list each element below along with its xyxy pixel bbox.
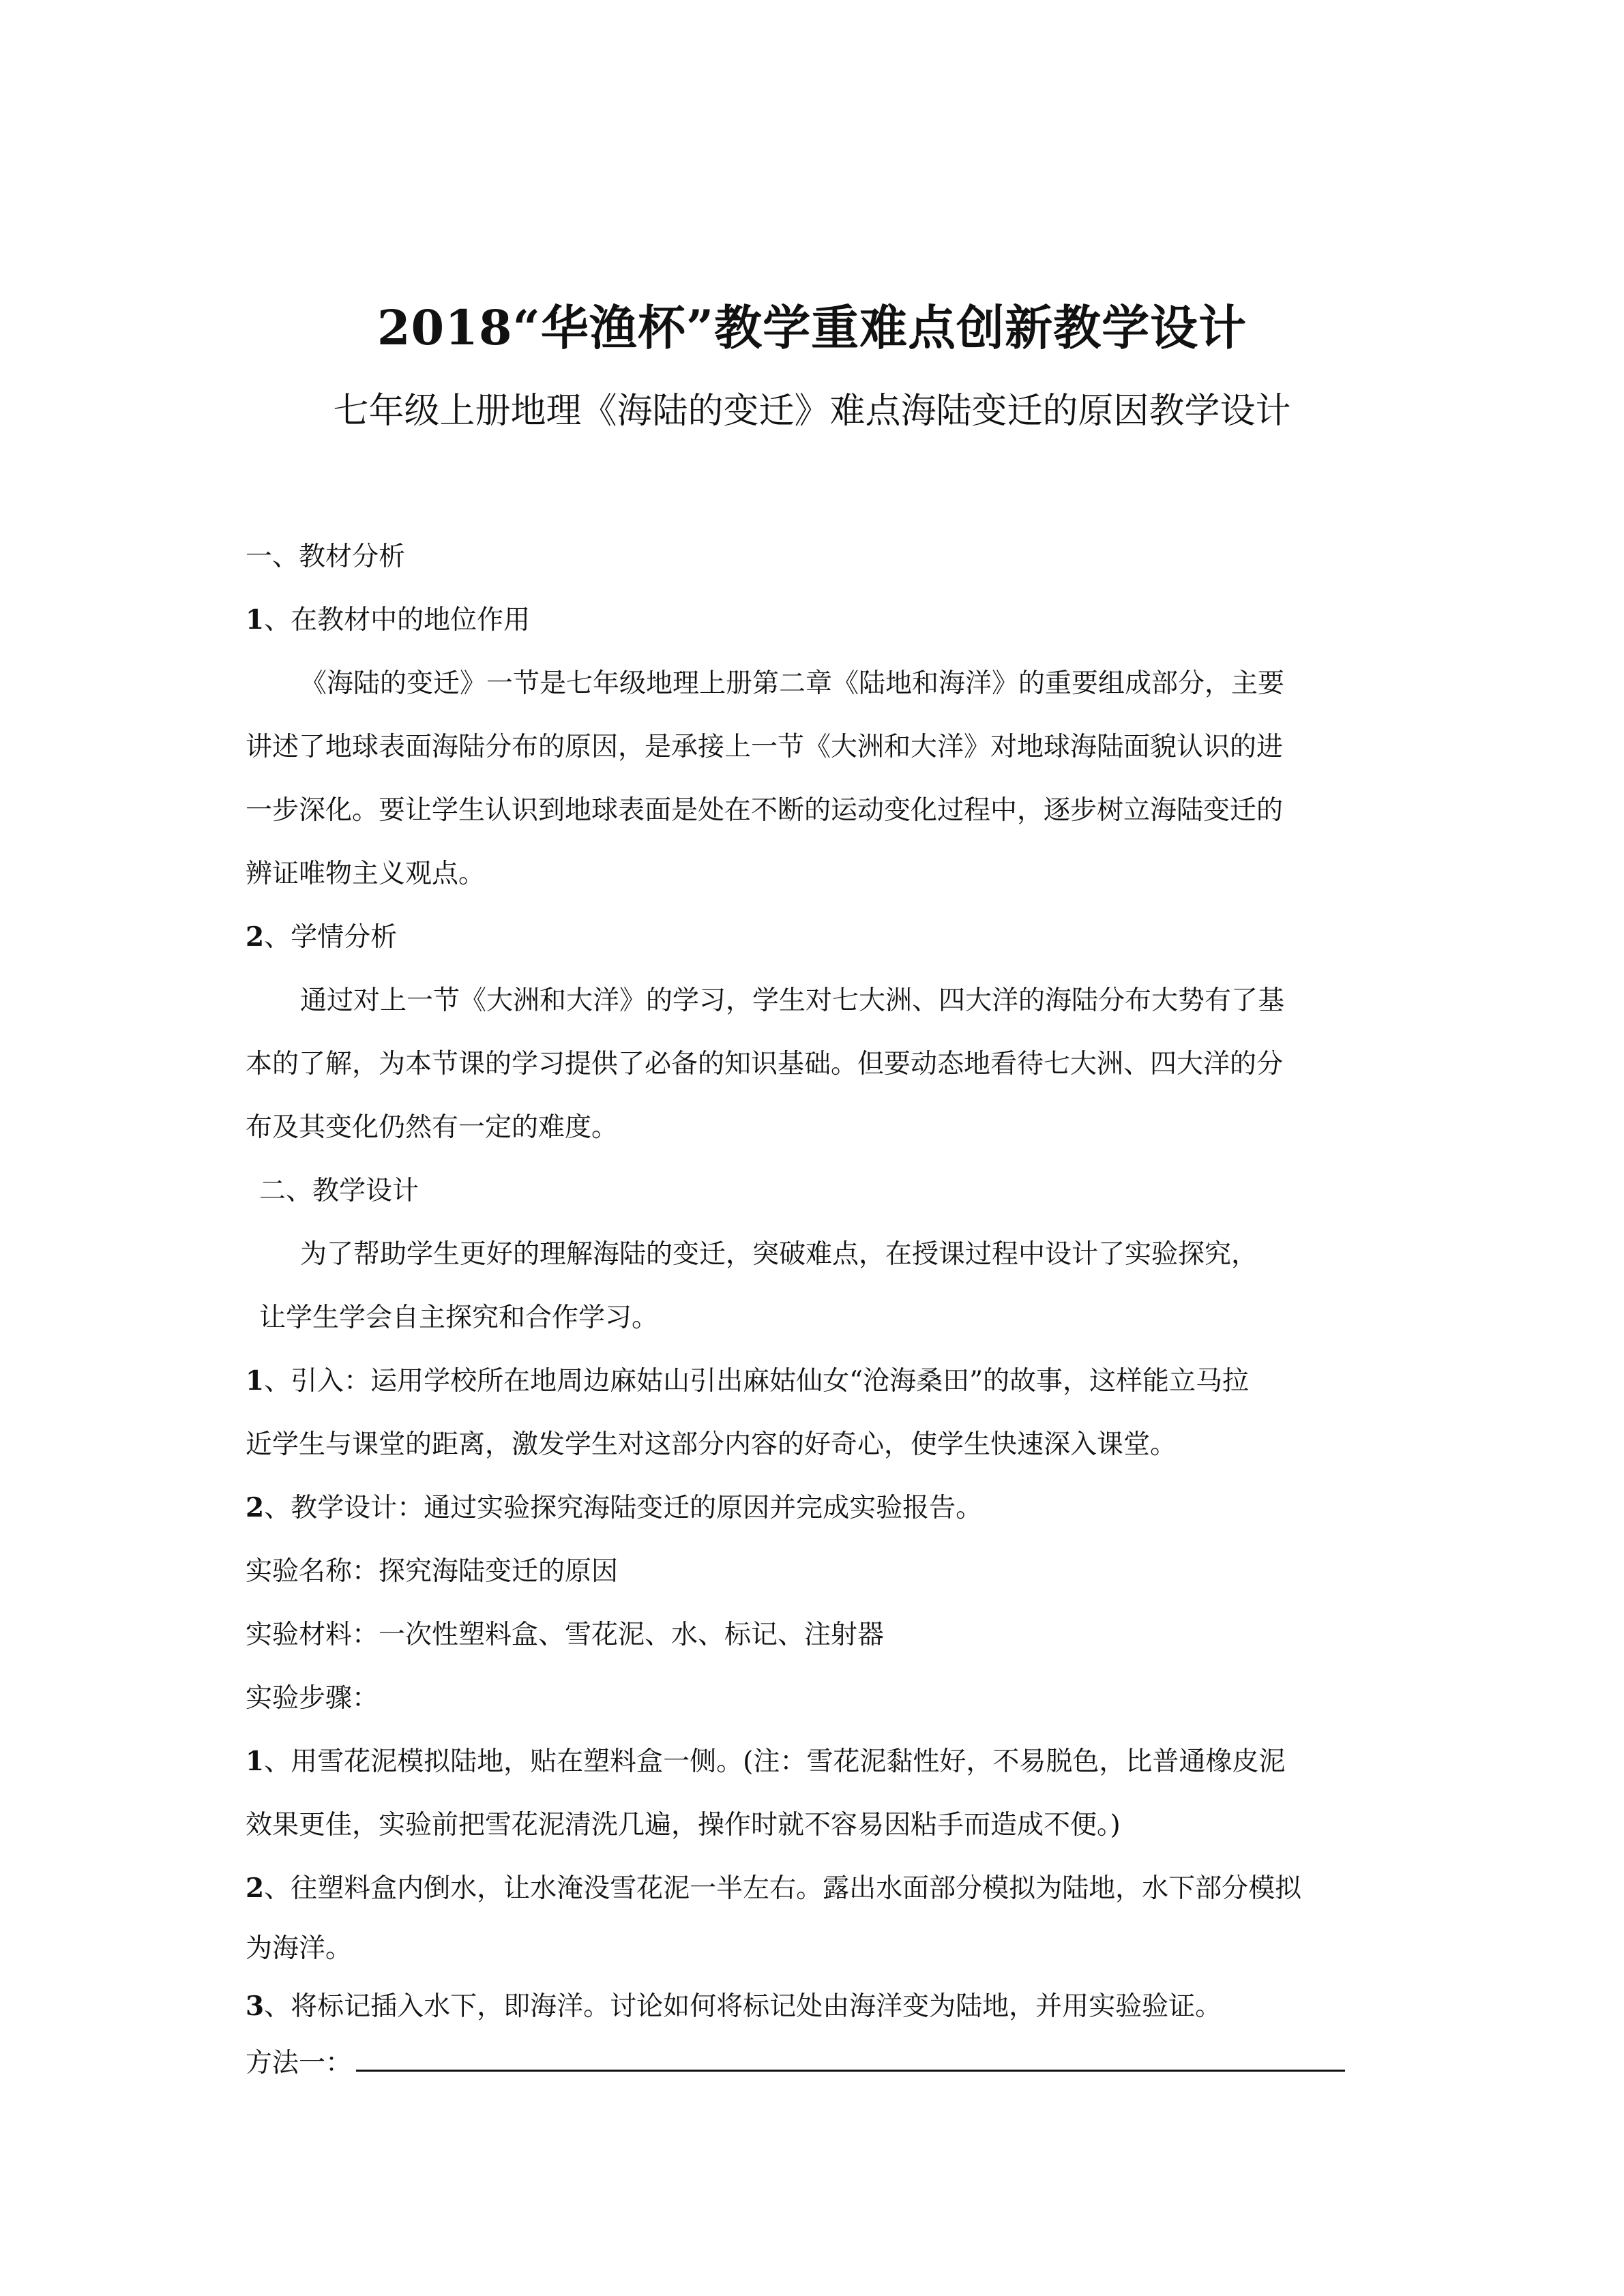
- item-text: 、学情分析: [264, 922, 398, 953]
- paragraph-line: 《海陆的变迁》一节是七年级地理上册第二章《陆地和海洋》的重要组成部分，主要: [300, 668, 1285, 699]
- step-1: [246, 1730, 1378, 1793]
- item-number: 1: [246, 604, 265, 636]
- item-text: 、在教材中的地位作用: [264, 605, 531, 636]
- item-text: 、教学设计：通过实验探究海陆变迁的原因并完成实验报告。: [264, 1493, 983, 1523]
- method-1-row: [246, 2035, 1378, 2092]
- paragraph-line: 本的了解，为本节课的学习提供了必备的知识基础。但要动态地看待七大洲、四大洋的分: [246, 1049, 1284, 1079]
- item-text: 、用雪花泥模拟陆地，贴在塑料盒一侧。(注：雪花泥黏性好，不易脱色，比普通橡皮泥: [264, 1746, 1286, 1777]
- list-item-analysis: [246, 906, 1378, 969]
- experiment-materials: 实验材料：一次性塑料盒、雪花泥、水、标记、注射器: [246, 1620, 885, 1650]
- paragraph-line: 让学生学会自主探究和合作学习。: [259, 1302, 659, 1333]
- item-number: 1: [246, 1746, 265, 1777]
- paragraph-line: 讲述了地球表面海陆分布的原因，是承接上一节《大洲和大洋》对地球海陆面貌认识的进: [246, 732, 1284, 762]
- list-item-position: [246, 588, 1378, 652]
- paragraph-line: 布及其变化仍然有一定的难度。: [246, 1112, 619, 1143]
- paragraph-line: 通过对上一节《大洲和大洋》的学习，学生对七大洲、四大洋的海陆分布大势有了基: [300, 985, 1285, 1016]
- item-text: 、将标记插入水下，即海洋。讨论如何将标记处由海洋变为陆地，并用实验验证。: [264, 1991, 1222, 2022]
- paragraph-line: 为海洋。: [246, 1933, 353, 1964]
- paragraph-line: 效果更佳，实验前把雪花泥清洗几遍，操作时就不容易因粘手而造成不便。): [246, 1810, 1121, 1840]
- item-number: 3: [246, 1991, 265, 2022]
- item-number: 2: [246, 921, 265, 953]
- paragraph-line: 辨证唯物主义观点。: [246, 859, 486, 889]
- item-text: 、往塑料盒内倒水，让水淹没雪花泥一半左右。露出水面部分模拟为陆地，水下部分模拟: [264, 1873, 1302, 1904]
- step-2: [246, 1857, 1378, 1920]
- document-title: 2018“华渔杯”教学重难点创新教学设计: [377, 299, 1247, 356]
- document-body: [246, 525, 1378, 2092]
- paragraph-line: 近学生与课堂的距离，激发学生对这部分内容的好奇心，使学生快速深入课堂。: [246, 1429, 1177, 1460]
- item-number: 1: [246, 1365, 265, 1397]
- method-1-blank-line[interactable]: [356, 2042, 1345, 2072]
- section-heading-1: 一、教材分析: [246, 541, 406, 572]
- experiment-steps-label: 实验步骤：: [246, 1683, 379, 1714]
- method-1-label: 方法一：: [246, 2048, 353, 2078]
- experiment-name: 实验名称：探究海陆变迁的原因: [246, 1556, 619, 1587]
- paragraph-line: 一步深化。要让学生认识到地球表面是处在不断的运动变化过程中，逐步树立海陆变迁的: [246, 795, 1284, 826]
- document-subtitle: 七年级上册地理《海陆的变迁》难点海陆变迁的原因教学设计: [333, 391, 1291, 432]
- section-heading-2: 二、教学设计: [259, 1176, 419, 1206]
- item-number: 2: [246, 1492, 265, 1523]
- list-item-design: [246, 1476, 1378, 1540]
- item-text: 、引入：运用学校所在地周边麻姑山引出麻姑仙女“沧海桑田”的故事，这样能立马拉: [264, 1366, 1250, 1397]
- step-3: [246, 1978, 1378, 2035]
- item-number: 2: [246, 1873, 265, 1904]
- paragraph-line: 为了帮助学生更好的理解海陆的变迁，突破难点，在授课过程中设计了实验探究，: [300, 1239, 1258, 1270]
- list-item-intro: [246, 1350, 1378, 1413]
